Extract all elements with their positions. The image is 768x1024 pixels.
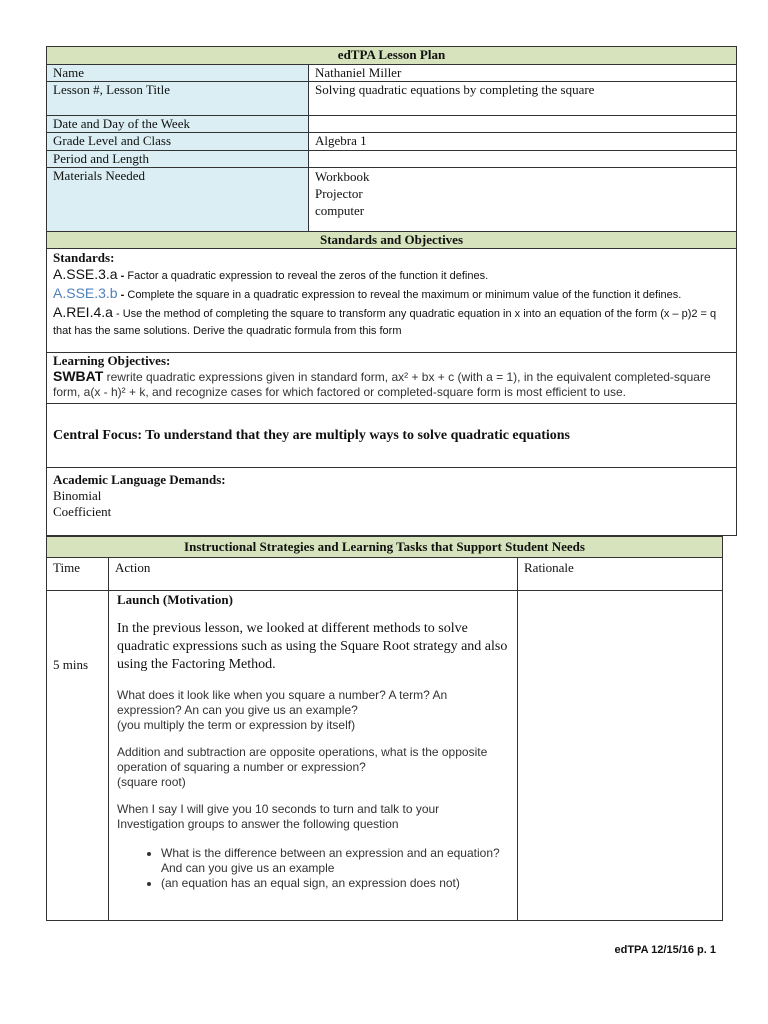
name-label: Name (47, 65, 309, 82)
name-value: Nathaniel Miller (309, 65, 737, 82)
standards-heading: Standards and Objectives (47, 232, 737, 249)
standard-sep: - (112, 308, 123, 320)
standards-table (46, 231, 737, 536)
standards-section (46, 231, 737, 536)
col-action-header: Action (109, 558, 518, 591)
standard-item (53, 266, 730, 285)
instruction-table (46, 536, 723, 921)
material-item: Workbook (315, 169, 370, 184)
academic-language-cell (47, 468, 737, 536)
material-item: computer (315, 203, 365, 218)
action-cell (109, 591, 518, 921)
launch-title: Launch (Motivation) (117, 592, 233, 607)
page-footer: edTPA 12/15/16 p. 1 (614, 944, 716, 956)
date-label: Date and Day of the Week (47, 116, 309, 133)
lesson-title-value: Solving quadratic equations by completing the square (309, 82, 737, 116)
standard-text: Complete the square in a quadratic expression to reveal the maximum or minimum value of the function it defines. (127, 289, 682, 301)
list-item: • (an equation has an equal sign, an expression does not) (161, 876, 509, 891)
launch-intro: In the previous lesson, we looked at different methods to solve quadratic expressions such as using the Square Root strategy and also using the Factoring Method. (117, 621, 508, 672)
launch-question: What does it look like when you square a number? A term? An expression? An can you give us an example? (117, 688, 448, 717)
grade-label: Grade Level and Class (47, 133, 309, 151)
time-value: 5 mins (53, 657, 89, 672)
objective-body: rewrite quadratic expressions given in standard form, ax² + bx + c (with a = 1), in the equivalent completed-square form, a(x - h)² + k, and recognize cases for which factored or completed-square form is most efficient to use. (53, 370, 711, 399)
lesson-plan-title: edTPA Lesson Plan (47, 47, 737, 65)
standard-code: A.REI.4.a (53, 304, 113, 320)
launch-answer: (you multiply the term or expression by itself) (117, 718, 356, 732)
rationale-cell (518, 591, 723, 921)
list-item: • What is the difference between an expression and an equation? And can you give us an example (161, 846, 509, 876)
standard-code: A.SSE.3.a (53, 266, 118, 282)
col-rationale-header: Rationale (518, 558, 723, 591)
standards-label: Standards: (53, 250, 115, 265)
objective-text (53, 369, 730, 400)
lesson-info-table (46, 46, 737, 233)
objectives-cell (47, 353, 737, 404)
time-cell (47, 591, 109, 921)
standard-text: Factor a quadratic expression to reveal the zeros of the function it defines. (127, 270, 489, 282)
standard-code: A.SSE.3.b (53, 285, 118, 301)
lesson-info-section (46, 46, 737, 233)
academic-term: Binomial (53, 488, 102, 503)
launch-question: Addition and subtraction are opposite operations, what is the opposite operation of squaring a number or expression? (117, 745, 488, 774)
academic-language-label: Academic Language Demands: (53, 472, 226, 487)
swbat-label: SWBAT (53, 368, 104, 384)
period-value (309, 151, 737, 168)
materials-value (309, 168, 737, 233)
lesson-title-label: Lesson #, Lesson Title (47, 82, 309, 116)
grade-value: Algebra 1 (309, 133, 737, 151)
col-time-header: Time (47, 558, 109, 591)
launch-paragraph (117, 745, 509, 790)
instruction-section (46, 536, 723, 921)
central-focus-text: Central Focus: To understand that they are multiply ways to solve quadratic equations (53, 427, 571, 443)
objectives-label: Learning Objectives: (53, 353, 171, 368)
standard-sep: - (117, 270, 128, 282)
materials-label: Materials Needed (47, 168, 309, 233)
central-focus-cell (47, 404, 737, 468)
standard-sep: - (117, 289, 128, 301)
standard-text: Use the method of completing the square to transform any quadratic equation in x into an equation of the form (x – p)2 = q that has the same solutions. Derive the quadratic formula from this form (53, 308, 717, 337)
launch-question: When I say I will give you 10 seconds to turn and talk to your Investigation groups to answer the following question (117, 802, 440, 831)
academic-term: Coefficient (53, 504, 112, 519)
launch-paragraph (117, 802, 509, 832)
instruction-heading: Instructional Strategies and Learning Tasks that Support Student Needs (47, 537, 723, 558)
launch-answer: (square root) (117, 775, 186, 789)
standards-cell (47, 249, 737, 353)
launch-bullet-list (117, 846, 509, 891)
period-label: Period and Length (47, 151, 309, 168)
launch-paragraph (117, 688, 509, 733)
standard-item (53, 285, 730, 304)
material-item: Projector (315, 186, 363, 201)
date-value (309, 116, 737, 133)
standard-item (53, 304, 730, 340)
